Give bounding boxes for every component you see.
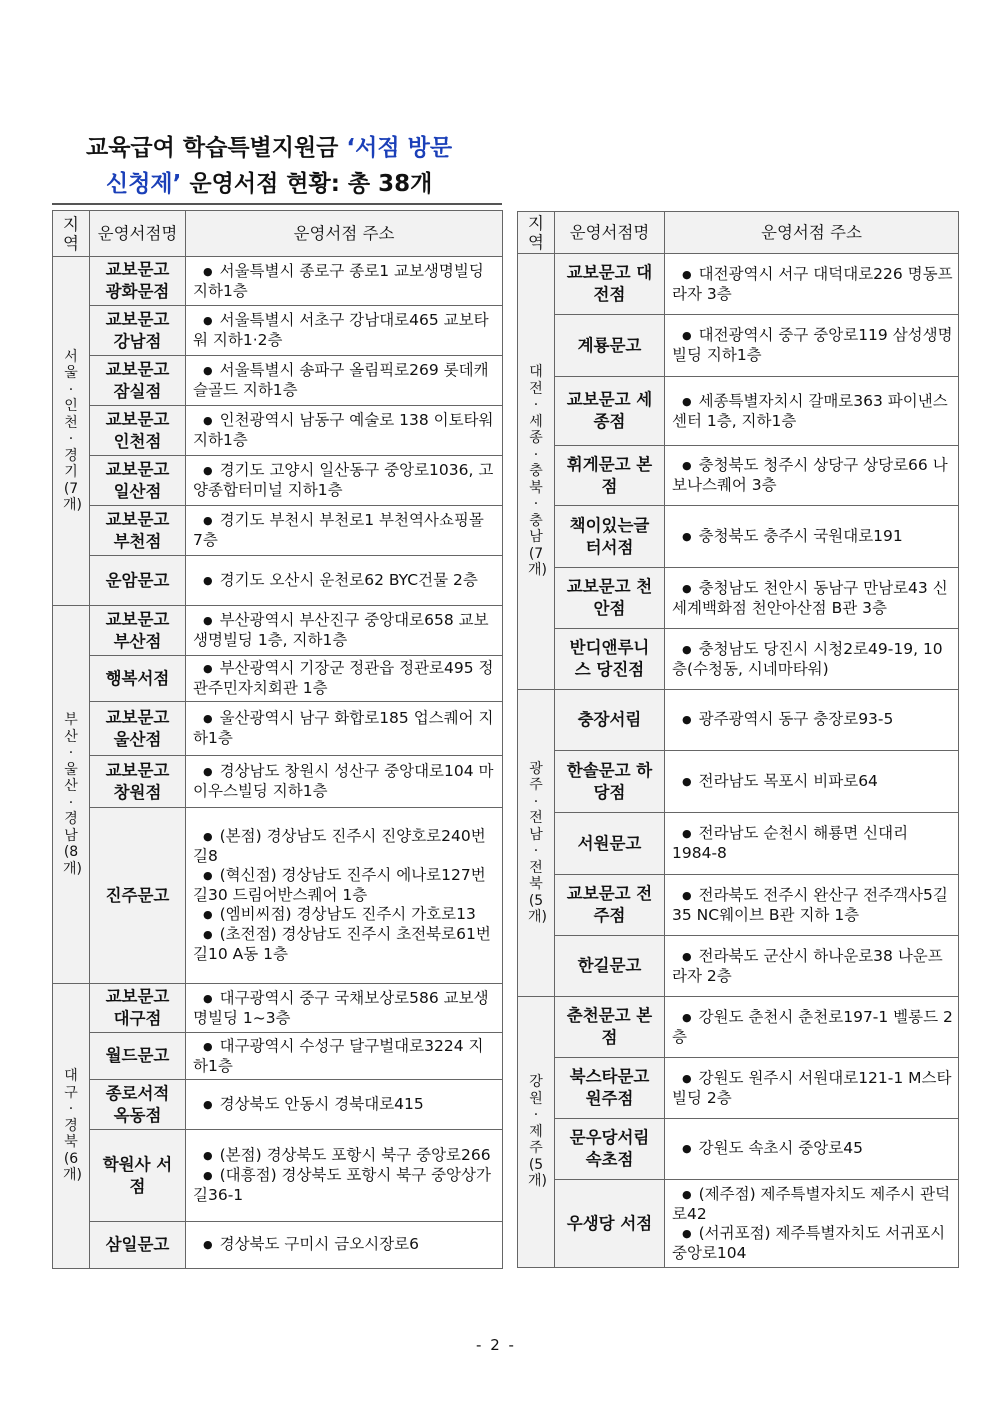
store-name: 교보문고 일산점 — [105, 459, 170, 501]
region-cell — [53, 257, 90, 606]
table-row — [53, 984, 503, 1033]
region-cell — [518, 690, 555, 997]
table-row — [53, 406, 503, 456]
store-name: 한솔문고 하당점 — [566, 760, 653, 802]
store-name-cell — [90, 756, 186, 808]
page-number: - 2 - — [476, 1336, 516, 1354]
store-name: 반디앤루니 스 당진점 — [569, 638, 650, 679]
store-name-cell — [555, 813, 665, 875]
store-address-cell — [186, 1130, 503, 1222]
table-row — [518, 875, 959, 936]
store-name-cell — [555, 568, 665, 629]
store-address-cell — [186, 808, 503, 984]
table-row — [53, 306, 503, 356]
table-row — [518, 751, 959, 813]
address-item: ● (대흥점) 경상북도 포항시 북구 중앙상가길36-1 — [193, 1166, 497, 1205]
store-name-cell — [555, 1180, 665, 1268]
store-address-cell — [186, 606, 503, 656]
store-name: 행복서점 — [105, 668, 170, 688]
header-region: 지역 — [518, 212, 555, 254]
store-address-cell — [186, 756, 503, 808]
address-item: ● (초전점) 경상남도 진주시 초전북로61번길10 A동 1층 — [193, 925, 497, 964]
table-row — [53, 556, 503, 606]
store-name-cell — [90, 556, 186, 606]
store-name-cell — [555, 254, 665, 315]
document-title — [52, 130, 502, 202]
store-address-cell — [186, 506, 503, 556]
address-item: ● 경상북도 안동시 경북대로415 — [193, 1095, 497, 1115]
store-address-cell — [665, 1119, 959, 1180]
address-item: ● 경기도 부천시 부천로1 부천역사쇼핑몰 7층 — [193, 511, 497, 550]
address-item: ● 경기도 오산시 운천로62 BYC건물 2층 — [193, 571, 497, 591]
address-item: ● 전라북도 전주시 완산구 전주객사5길35 NC웨이브 B관 지하 1층 — [672, 886, 953, 925]
store-name-cell — [90, 257, 186, 306]
title-text-2: 운영서점 현황: 총 38개 — [181, 171, 433, 197]
store-name: 월드문고 — [105, 1046, 170, 1065]
store-name: 교보문고 세종점 — [566, 390, 653, 431]
store-address-cell — [186, 1033, 503, 1080]
table-row — [518, 568, 959, 629]
store-name: 교보문고 광화문점 — [105, 260, 170, 301]
store-name: 교보문고 전주점 — [566, 884, 653, 925]
address-item: ● 광주광역시 동구 충장로93-5 — [672, 710, 953, 730]
table-row — [53, 1080, 503, 1130]
store-name-cell — [555, 1119, 665, 1180]
store-address-cell — [665, 690, 959, 751]
store-name: 교보문고 대구점 — [105, 987, 170, 1028]
store-name-cell — [90, 808, 186, 984]
store-name: 북스타문고 원주점 — [569, 1067, 650, 1108]
table-row — [53, 702, 503, 756]
store-address-cell — [665, 315, 959, 377]
table-row — [518, 1058, 959, 1119]
store-address-cell — [186, 702, 503, 756]
store-address-cell — [186, 984, 503, 1033]
store-address-cell — [186, 656, 503, 702]
table-row — [518, 377, 959, 446]
store-name-cell — [555, 315, 665, 377]
table-row — [518, 446, 959, 506]
store-address-cell — [186, 1222, 503, 1269]
store-name: 교보문고 천안점 — [566, 577, 653, 618]
table-row — [53, 257, 503, 306]
store-name-cell — [555, 751, 665, 813]
store-name: 종로서적 옥동점 — [105, 1083, 170, 1125]
address-item: ● 인천광역시 남동구 예술로 138 이토타워 지하1층 — [193, 411, 497, 450]
store-name-cell — [555, 506, 665, 568]
store-name: 진주문고 — [105, 885, 170, 905]
store-name: 계룡문고 — [577, 335, 642, 355]
table-row — [53, 656, 503, 702]
address-item: ● 세종특별자치시 갈매로363 파이낸스센터 1층, 지하1층 — [672, 392, 953, 431]
store-name: 운암문고 — [105, 570, 170, 590]
region-label: 대구·경북(6개) — [63, 1068, 82, 1184]
table-row — [53, 808, 503, 984]
table-row — [518, 1180, 959, 1268]
store-address-cell — [665, 751, 959, 813]
address-item: ● 서울특별시 종로구 종로1 교보생명빌딩 지하1층 — [193, 262, 497, 301]
store-address-cell — [665, 254, 959, 315]
store-address-cell — [665, 813, 959, 875]
store-name: 문우당서림 속초점 — [569, 1128, 650, 1169]
store-address-cell — [665, 997, 959, 1058]
store-address-cell — [186, 257, 503, 306]
store-name-cell — [555, 446, 665, 506]
title-highlight-1: ‘서점 방문 — [346, 135, 453, 161]
store-name: 춘천문고 본점 — [566, 1006, 653, 1047]
store-address-cell — [665, 377, 959, 446]
store-name: 한길문고 — [577, 956, 642, 975]
address-item: ● 전라남도 목포시 비파로64 — [672, 772, 953, 792]
table-row — [518, 936, 959, 997]
store-address-cell — [186, 1080, 503, 1130]
address-item: ● 강원도 춘천시 춘천로197-1 벨롱드 2층 — [672, 1008, 953, 1047]
table-row — [53, 1222, 503, 1269]
region-cell — [518, 997, 555, 1268]
store-address-cell — [665, 446, 959, 506]
store-address-cell — [186, 456, 503, 506]
address-item: ● 대전광역시 서구 대덕대로226 명동프라자 3층 — [672, 265, 953, 304]
store-address-cell — [186, 306, 503, 356]
store-name: 충장서림 — [577, 710, 642, 729]
store-address-cell — [665, 629, 959, 690]
store-name-cell — [555, 875, 665, 936]
store-name-cell — [555, 997, 665, 1058]
store-address-cell — [665, 506, 959, 568]
table-row — [53, 606, 503, 656]
right-table-body — [518, 254, 959, 1268]
header-address: 운영서점 주소 — [665, 212, 959, 254]
store-name-cell — [555, 690, 665, 751]
store-name-cell — [90, 984, 186, 1033]
address-item: ● 경상남도 창원시 성산구 중앙대로104 마이우스빌딩 지하1층 — [193, 762, 497, 801]
store-name-cell — [90, 1222, 186, 1269]
header-store: 운영서점명 — [90, 211, 186, 257]
address-item: ● 충청북도 청주시 상당구 상당로66 나보나스퀘어 3층 — [672, 456, 953, 495]
store-name-cell — [90, 702, 186, 756]
store-address-cell — [665, 936, 959, 997]
store-name: 교보문고 울산점 — [105, 707, 170, 749]
store-name-cell — [90, 1033, 186, 1080]
store-name: 교보문고 강남점 — [105, 309, 170, 351]
address-item: ● 대전광역시 중구 중앙로119 삼성생명빌딩 지하1층 — [672, 326, 953, 365]
region-label: 대전·세종·충북·충남(7개) — [528, 364, 547, 579]
table-row — [53, 1130, 503, 1222]
title-text-1: 교육급여 학습특별지원금 — [86, 135, 347, 161]
store-name-cell — [90, 306, 186, 356]
store-address-cell — [186, 406, 503, 456]
region-label: 강원·제주(5개) — [528, 1074, 547, 1190]
address-item: ● 경기도 고양시 일산동구 중앙로1036, 고양종합터미널 지하1층 — [193, 461, 497, 500]
address-item: ● 전라북도 군산시 하나운로38 나운프라자 2층 — [672, 947, 953, 986]
table-row — [518, 506, 959, 568]
table-row — [518, 254, 959, 315]
address-item: ● 충청북도 충주시 국원대로191 — [672, 527, 953, 547]
table-row — [518, 690, 959, 751]
table-row — [518, 813, 959, 875]
store-name-cell — [555, 1058, 665, 1119]
title-line-1 — [52, 130, 502, 166]
store-address-cell — [665, 568, 959, 629]
table-row — [518, 997, 959, 1058]
header-region: 지역 — [53, 211, 90, 257]
right-store-table — [517, 211, 959, 1268]
store-name: 삼일문고 — [105, 1235, 170, 1254]
left-store-table — [52, 210, 503, 1269]
table-row — [53, 756, 503, 808]
store-name: 교보문고 창원점 — [105, 760, 170, 802]
address-item: ● 서울특별시 서초구 강남대로465 교보타워 지하1·2층 — [193, 311, 497, 350]
region-cell — [53, 984, 90, 1269]
store-name-cell — [90, 406, 186, 456]
store-name: 교보문고 대전점 — [566, 263, 653, 304]
store-name-cell — [90, 656, 186, 702]
store-name: 교보문고 인천점 — [105, 409, 170, 451]
table-row — [53, 1033, 503, 1080]
title-line-2 — [52, 166, 502, 202]
store-name-cell — [90, 1130, 186, 1222]
address-item: ● 울산광역시 남구 화합로185 업스퀘어 지하1층 — [193, 709, 497, 748]
address-item: ● 전라남도 순천시 해룡면 신대리1984-8 — [672, 824, 953, 863]
store-name: 교보문고 부천점 — [105, 509, 170, 551]
store-name: 교보문고 잠실점 — [105, 359, 170, 401]
store-name-cell — [90, 506, 186, 556]
store-address-cell — [186, 556, 503, 606]
address-item: ● 강원도 속초시 중앙로45 — [672, 1139, 953, 1159]
address-item: ● 대구광역시 수성구 달구벌대로3224 지하1층 — [193, 1037, 497, 1076]
store-name-cell — [555, 377, 665, 446]
address-item: ● 대구광역시 중구 국채보상로586 교보생명빌딩 1~3층 — [193, 989, 497, 1028]
store-address-cell — [665, 875, 959, 936]
header-address: 운영서점 주소 — [186, 211, 503, 257]
store-name-cell — [555, 936, 665, 997]
store-name-cell — [90, 356, 186, 406]
address-item: ● 경상북도 구미시 금오시장로6 — [193, 1235, 497, 1255]
address-item: ● 강원도 원주시 서원대로121-1 M스타빌딩 2층 — [672, 1069, 953, 1108]
store-name-cell — [90, 456, 186, 506]
table-row — [518, 315, 959, 377]
region-label: 부산·울산·경남(8개) — [63, 712, 82, 877]
store-name: 교보문고 부산점 — [105, 609, 170, 651]
address-item: ● 부산광역시 기장군 정관읍 정관로495 정관주민자치회관 1층 — [193, 659, 497, 698]
table-row — [53, 456, 503, 506]
store-address-cell — [665, 1058, 959, 1119]
table-row — [518, 629, 959, 690]
store-name: 서원문고 — [577, 833, 642, 853]
region-cell — [53, 606, 90, 984]
table-row — [53, 506, 503, 556]
store-name: 우생당 서점 — [566, 1213, 653, 1233]
store-name: 책이있는글 터서점 — [569, 515, 650, 557]
header-store: 운영서점명 — [555, 212, 665, 254]
store-name: 학원사 서점 — [102, 1154, 173, 1196]
store-name-cell — [555, 629, 665, 690]
store-name-cell — [90, 606, 186, 656]
address-item: ● (본점) 경상남도 진주시 진양호로240번길8 — [193, 827, 497, 866]
address-item: ● (엠비씨점) 경상남도 진주시 가호로13 — [193, 905, 497, 925]
address-item: ● 부산광역시 부산진구 중앙대로658 교보생명빌딩 1층, 지하1층 — [193, 611, 497, 650]
store-name: 휘게문고 본점 — [566, 454, 653, 496]
region-cell — [518, 254, 555, 690]
title-rule — [52, 203, 502, 205]
address-item: ● (본점) 경상북도 포항시 북구 중앙로266 — [193, 1146, 497, 1166]
table-row — [53, 356, 503, 406]
address-item: ● 충청남도 당진시 시청2로49-19, 10층(수청동, 시네마타워) — [672, 640, 953, 679]
left-table-body — [53, 257, 503, 1269]
address-item: ● 충청남도 천안시 동남구 만남로43 신세계백화점 천안아산점 B관 3층 — [672, 579, 953, 618]
store-address-cell — [665, 1180, 959, 1268]
region-label: 서울·인천·경기(7개) — [63, 348, 82, 513]
store-name-cell — [90, 1080, 186, 1130]
table-row — [518, 1119, 959, 1180]
address-item: ● (서귀포점) 제주특별자치도 서귀포시 중앙로104 — [672, 1224, 953, 1263]
store-address-cell — [186, 356, 503, 406]
title-highlight-2: 신청제’ — [106, 171, 182, 197]
address-item: ● 서울특별시 송파구 올림픽로269 롯데캐슬골드 지하1층 — [193, 361, 497, 400]
address-item: ● (제주점) 제주특별자치도 제주시 관덕로42 — [672, 1185, 953, 1224]
address-item: ● (혁신점) 경상남도 진주시 에나로127번길30 드림어반스퀘어 1층 — [193, 866, 497, 905]
region-label: 광주·전남·전북(5개) — [528, 760, 547, 925]
